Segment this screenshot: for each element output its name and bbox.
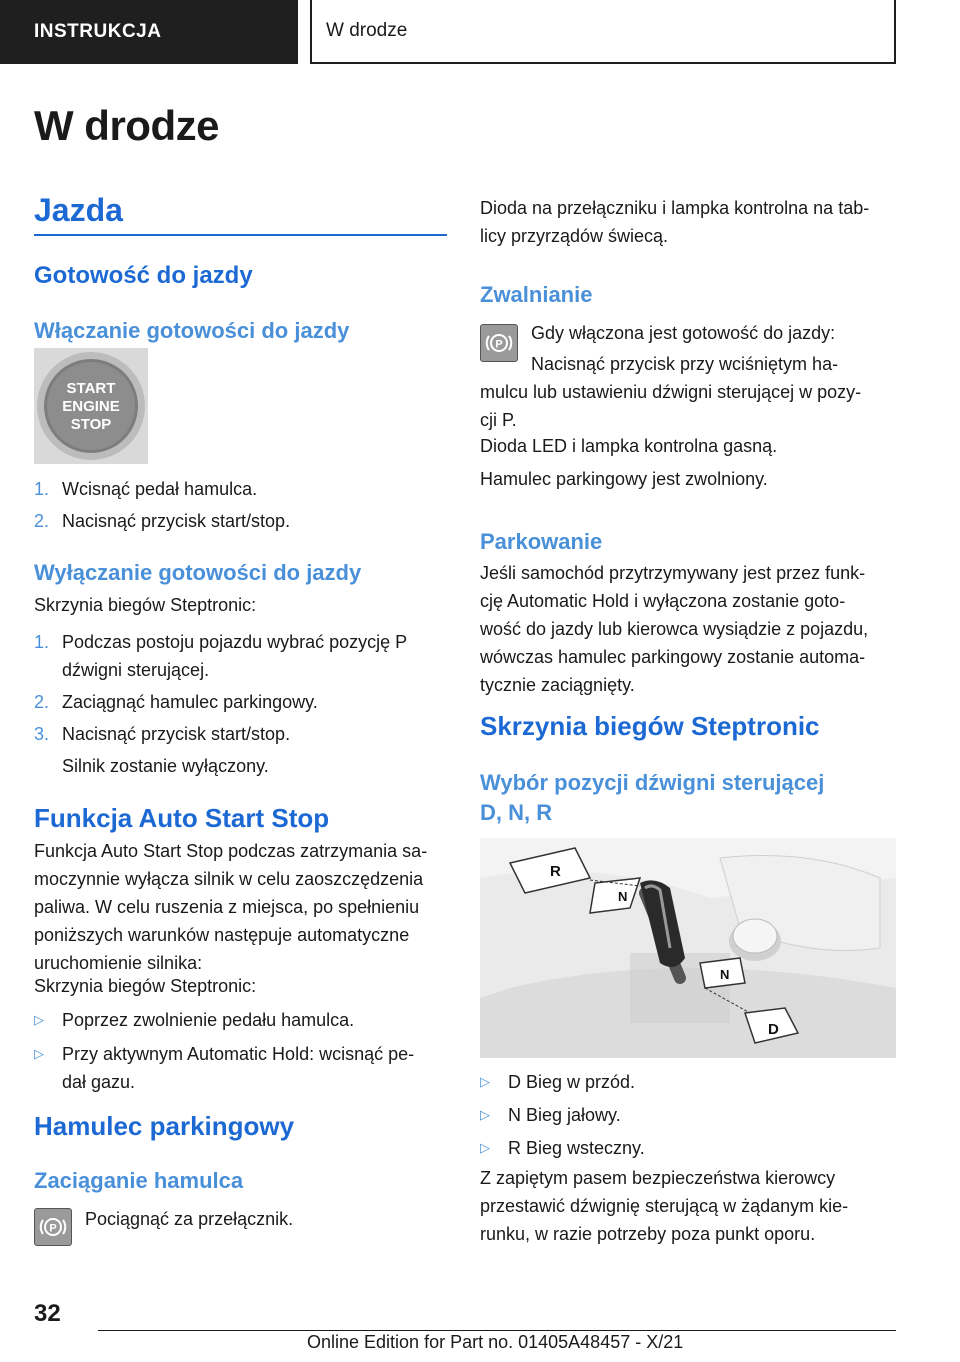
heading-wlaczanie: Włączanie gotowości do jazdy	[34, 318, 350, 343]
engine-label: ENGINE	[62, 398, 120, 415]
start-label: START	[66, 380, 116, 397]
start-stop-button-icon	[34, 348, 148, 464]
footer-edition: Online Edition for Part no. 01405A48457 - X/21	[307, 1332, 684, 1352]
heading-jazda: Jazda	[34, 192, 123, 228]
auto-intro: Skrzynia biegów Steptronic:	[34, 976, 257, 996]
list-item: 2. Nacisnąć przycisk start/stop.	[34, 511, 291, 531]
zwalnianie-p3: Hamulec parkingowy jest zwolniony.	[480, 469, 768, 489]
svg-text:P: P	[49, 1222, 57, 1235]
stop-label: STOP	[70, 416, 112, 433]
triangle-bullet-icon: ▷	[480, 1107, 490, 1122]
triangle-bullet-icon: ▷	[34, 1012, 44, 1027]
wylaczanie-intro: Skrzynia biegów Steptronic:	[34, 595, 257, 615]
gear-selector-image	[480, 838, 896, 1058]
list-item: ▷ Przy aktywnym Automatic Hold: wcisnąć pe- dał gazu.	[34, 1040, 447, 1096]
heading-wybor: Wybór pozycji dźwigni sterującej D, N, R	[480, 770, 825, 825]
triangle-bullet-icon: ▷	[480, 1140, 490, 1155]
heading-hamulec: Hamulec parkingowy	[34, 1111, 295, 1141]
footer-rule	[98, 1330, 896, 1331]
svg-text:P: P	[495, 338, 503, 351]
heading-gotowosc: Gotowość do jazdy	[34, 262, 253, 289]
list-item: 3. Nacisnąć przycisk start/stop.	[34, 724, 291, 744]
heading-zaciaganie: Zaciąganie hamulca	[34, 1168, 244, 1193]
list-item: ▷ Poprzez zwolnienie pedału hamulca.	[34, 1006, 447, 1034]
gear-label-r: R	[550, 863, 561, 880]
heading-skrzynia: Skrzynia biegów Steptronic	[480, 711, 820, 741]
gear-label-d: D	[768, 1021, 779, 1038]
heading-rule	[34, 234, 447, 236]
list-item: ▷ D Bieg w przód.	[480, 1068, 896, 1096]
zwalnianie-line2: Nacisnąć przycisk przy wciśniętym ha-	[531, 354, 839, 374]
heading-parkowanie: Parkowanie	[480, 529, 603, 554]
gear-label-n-bottom: N	[720, 967, 730, 982]
zwalnianie-line1: Gdy włączona jest gotowość do jazdy:	[531, 323, 836, 343]
list-item: ▷ N Bieg jałowy.	[480, 1101, 896, 1129]
parking-brake-switch-icon	[480, 324, 518, 362]
page-number: 32	[34, 1300, 61, 1327]
auto-start-stop-text: Funkcja Auto Start Stop podczas zatrzymania sa- moczynnie wyłącza silnik w celu zaoszczędzenia paliwa. W celu ruszenia z miejsca, po spełnieniu poniższych warunków następuje automatyczne uruchomienie silnika:	[34, 841, 428, 973]
header-chapter-tab	[310, 0, 896, 64]
gear-selector-illustration	[480, 838, 896, 1058]
parkowanie-text: Jeśli samochód przytrzymywany jest przez funk- cję Automatic Hold i wyłączona zostanie goto- wość do jazdy lub kierowca wysiądzie z pojazdu, wówczas hamulec parkingowy zostanie automa- tycznie zaciągnięty.	[480, 563, 869, 695]
page-title: W drodze	[34, 102, 219, 149]
triangle-bullet-icon: ▷	[34, 1046, 44, 1061]
list-item: 1. Wcisnąć pedał hamulca.	[34, 479, 258, 499]
list-item: 1. Podczas postoju pojazdu wybrać pozycję P dźwigni sterującej.	[34, 632, 408, 680]
auto-list	[34, 1006, 447, 1096]
header-chapter-label: W drodze	[326, 20, 408, 41]
start-stop-button-image	[34, 348, 148, 464]
gear-label-n-top: N	[618, 889, 628, 904]
gear-positions-list	[480, 1068, 896, 1162]
heading-wylaczanie: Wyłączanie gotowości do jazdy	[34, 560, 362, 585]
zwalnianie-p2: Dioda LED i lampka kontrolna gasną.	[480, 436, 778, 456]
header-section-tab	[0, 0, 298, 64]
zwalnianie-text: mulcu lub ustawieniu dźwigni sterującej w pozy- cji P.	[480, 382, 862, 430]
list-item: ▷ R Bieg wsteczny.	[480, 1134, 896, 1162]
wlaczanie-list	[34, 475, 447, 535]
final-text: Z zapiętym pasem bezpieczeństwa kierowcy przestawić dźwignię sterującą w żądanym kie- runku, w razie potrzeby poza punkt oporu.	[480, 1168, 849, 1244]
continued-text: Dioda na przełączniku i lampka kontrolna na tab- licy przyrządów świecą.	[480, 198, 870, 246]
header-section-label: INSTRUKCJA	[34, 21, 162, 42]
heading-auto-start-stop: Funkcja Auto Start Stop	[34, 803, 330, 833]
triangle-bullet-icon: ▷	[480, 1074, 490, 1089]
list-item: 2. Zaciągnąć hamulec parkingowy.	[34, 692, 318, 712]
zaciaganie-text: Pociągnąć za przełącznik.	[85, 1209, 294, 1229]
list-note: Silnik zostanie wyłączony.	[62, 756, 269, 776]
parking-brake-switch-icon	[34, 1208, 72, 1246]
heading-zwalnianie: Zwalnianie	[480, 282, 593, 307]
wylaczanie-list	[34, 628, 447, 780]
